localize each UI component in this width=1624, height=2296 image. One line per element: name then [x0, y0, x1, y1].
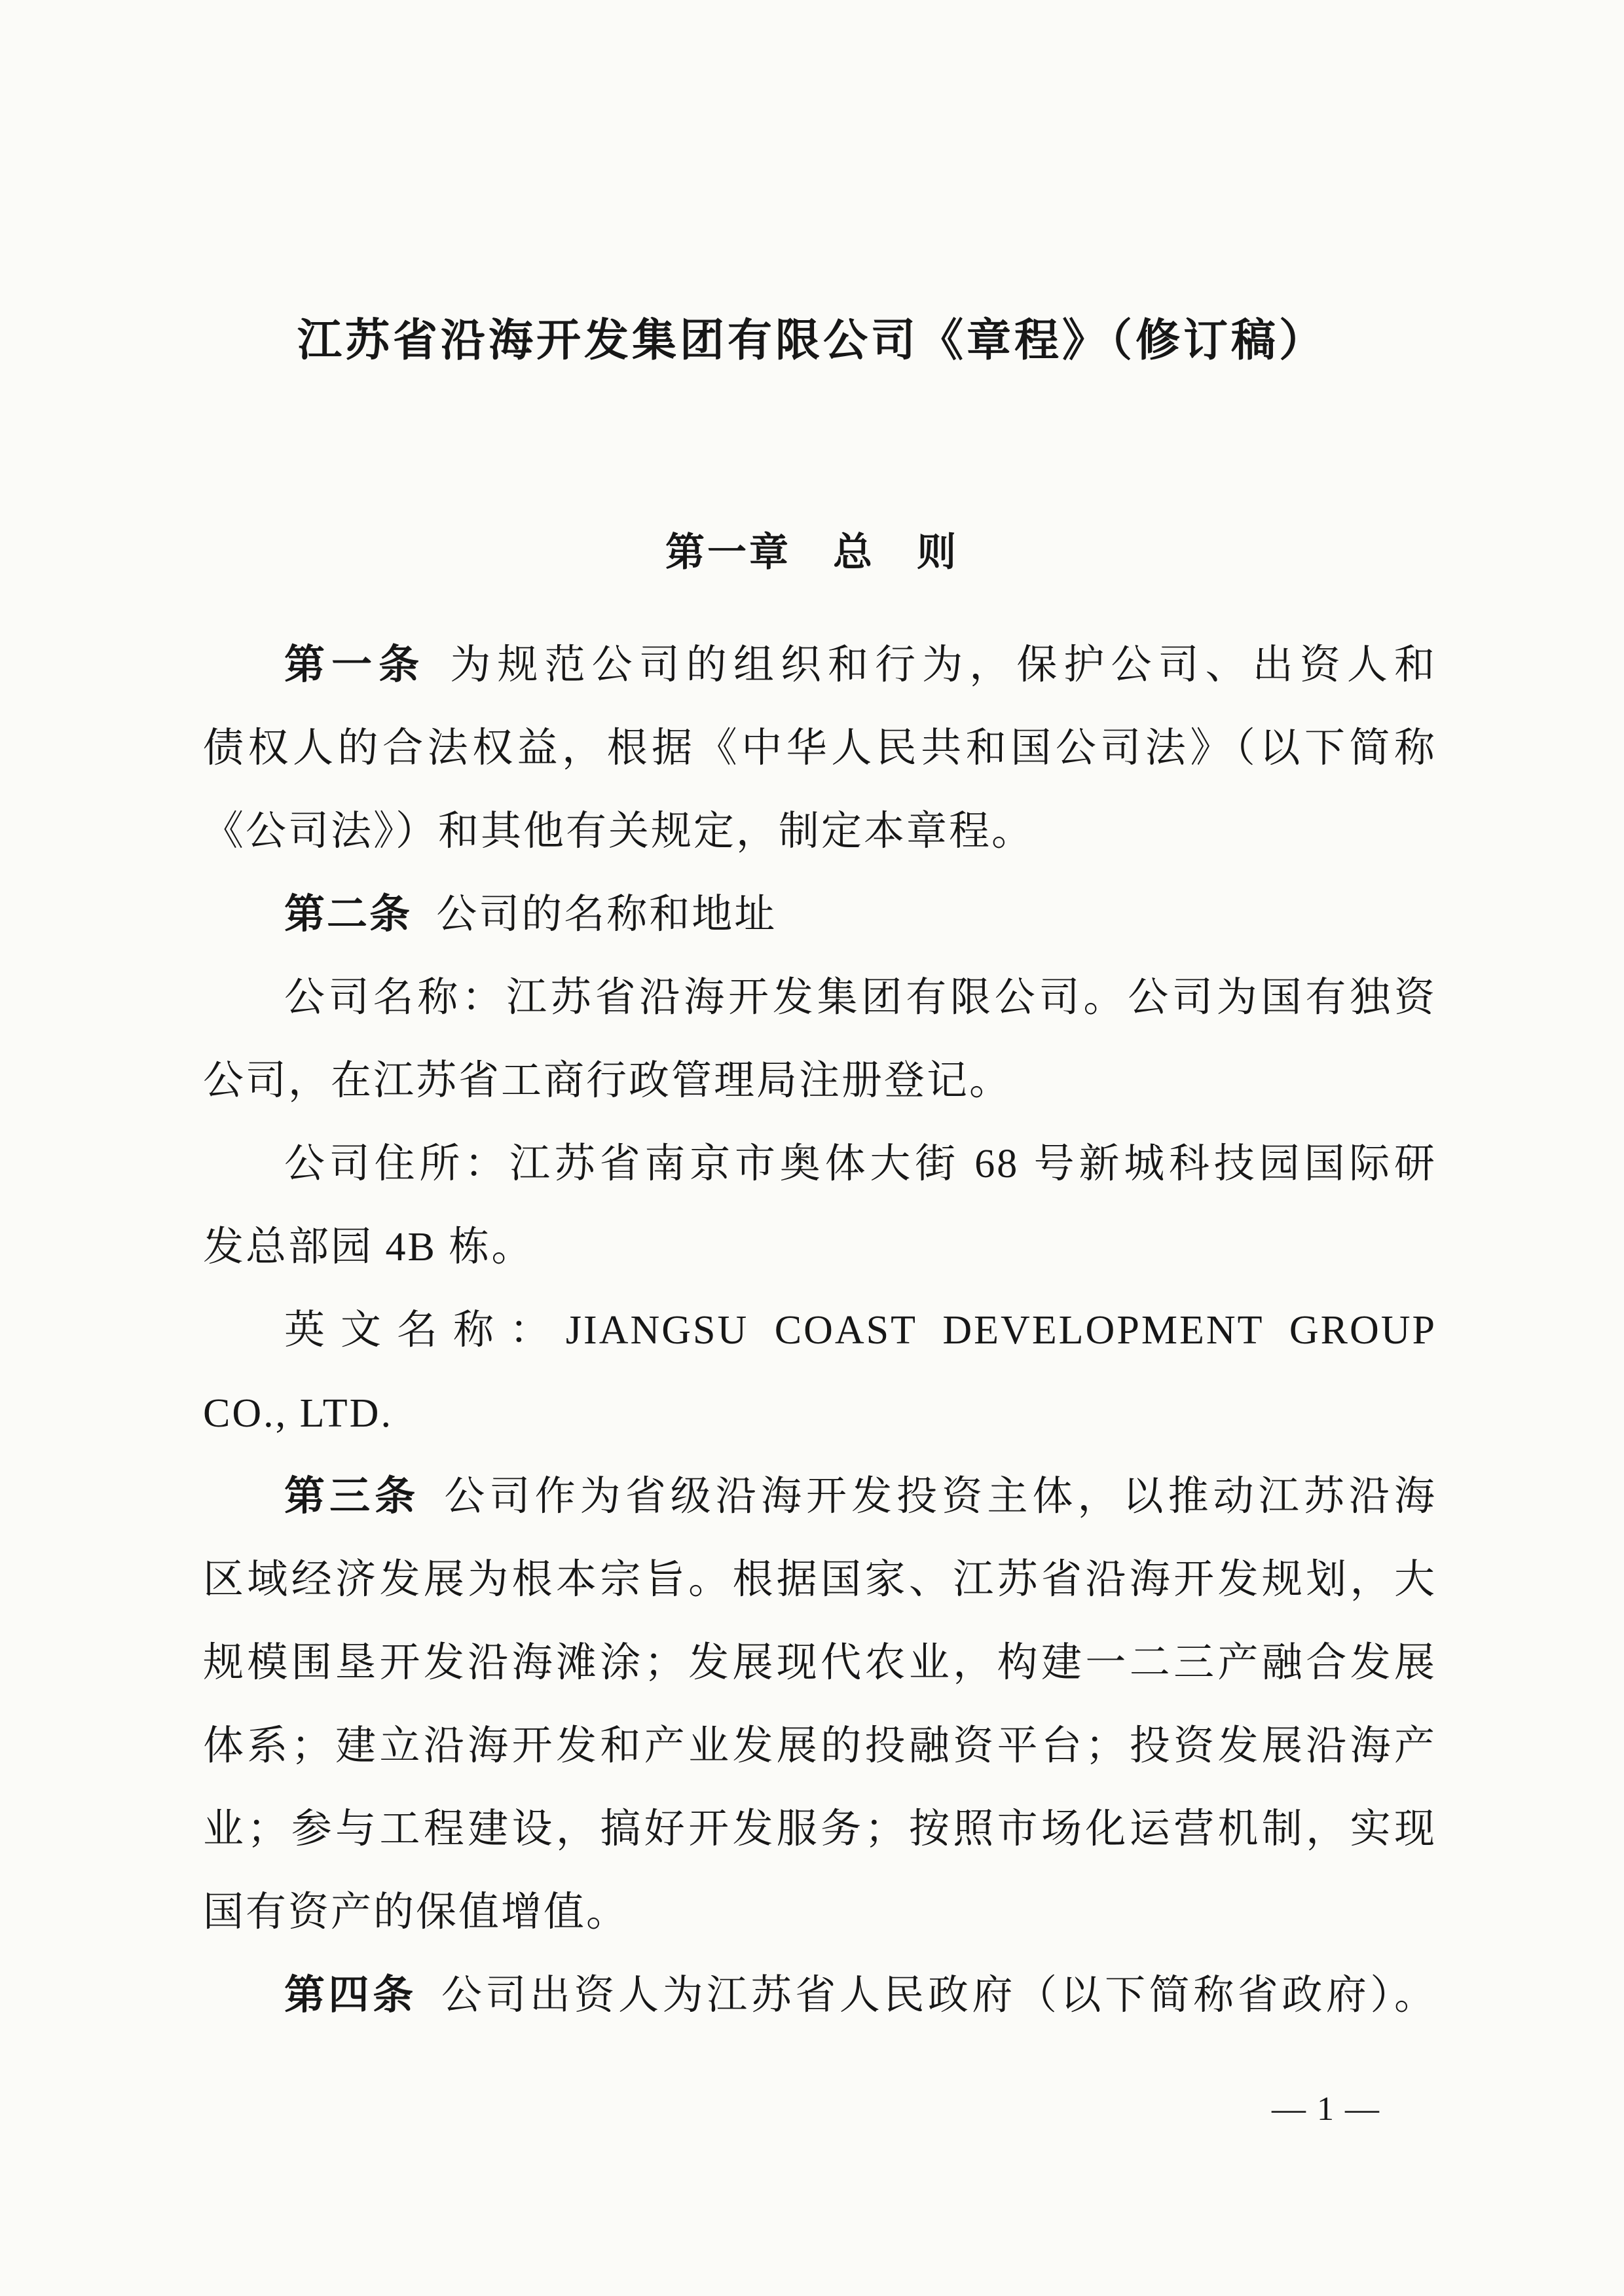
article-number: 第一条 [284, 643, 426, 687]
chapter-heading: 第一章 总 则 [665, 531, 959, 574]
document-title: 江苏省沿海开发集团有限公司《章程》（修订稿） [297, 316, 1327, 365]
text-line [203, 707, 1437, 790]
text-line [203, 1788, 1437, 1871]
text-line [203, 1206, 1437, 1289]
text-line [203, 873, 1437, 957]
article-number: 第三条 [284, 1474, 420, 1519]
text-line [203, 624, 1437, 707]
text-line [203, 957, 1437, 1040]
line-text: 体系；建立沿海开发和产业发展的投融资平台；投资发展沿海产 [203, 1724, 1437, 1768]
text-line [203, 1123, 1437, 1206]
article-number: 第二条 [284, 892, 413, 937]
page-number: — 1 — [1272, 2090, 1380, 2128]
line-text: 公司名称：江苏省沿海开发集团有限公司。公司为国有独资 [284, 975, 1437, 1020]
line-text: 为规范公司的组织和行为，保护公司、出资人和 [450, 643, 1437, 687]
line-text: 债权人的合法权益，根据《中华人民共和国公司法》（以下简称 [203, 726, 1437, 771]
article-number: 第四条 [284, 1973, 417, 2018]
line-text: 英文名称：JIANGSU COAST DEVELOPMENT GROUP [284, 1308, 1437, 1353]
line-text: 公司作为省级沿海开发投资主体，以推动江苏沿海 [444, 1474, 1437, 1519]
line-text: 公司出资人为江苏省人民政府（以下简称省政府）。 [441, 1973, 1437, 2018]
text-line [203, 1372, 1437, 1455]
text-line [203, 1622, 1437, 1705]
line-text: 区域经济发展为根本宗旨。根据国家、江苏省沿海开发规划，大 [203, 1558, 1437, 1602]
text-line [203, 1539, 1437, 1622]
document-body [203, 624, 1437, 2037]
text-line [203, 1954, 1437, 2037]
text-line [203, 790, 1437, 873]
line-text: 发总部园 4B 栋。 [203, 1225, 534, 1269]
line-text: 公司的名称和地址 [436, 892, 777, 937]
text-line [203, 1289, 1437, 1372]
line-text: 公司住所：江苏省南京市奥体大街 68 号新城科技园国际研 [284, 1142, 1437, 1186]
line-text: 《公司法》）和其他有关规定，制定本章程。 [203, 809, 1035, 854]
text-line [203, 1455, 1437, 1539]
line-text: CO., LTD. [203, 1391, 393, 1436]
text-line [203, 1040, 1437, 1123]
text-line [203, 1871, 1437, 1954]
line-text: 国有资产的保值增值。 [203, 1890, 629, 1935]
line-text: 规模围垦开发沿海滩涂；发展现代农业，构建一二三产融合发展 [203, 1641, 1437, 1685]
line-text: 公司，在江苏省工商行政管理局注册登记。 [203, 1059, 1012, 1103]
line-text: 业；参与工程建设，搞好开发服务；按照市场化运营机制，实现 [203, 1807, 1437, 1851]
text-line [203, 1705, 1437, 1788]
